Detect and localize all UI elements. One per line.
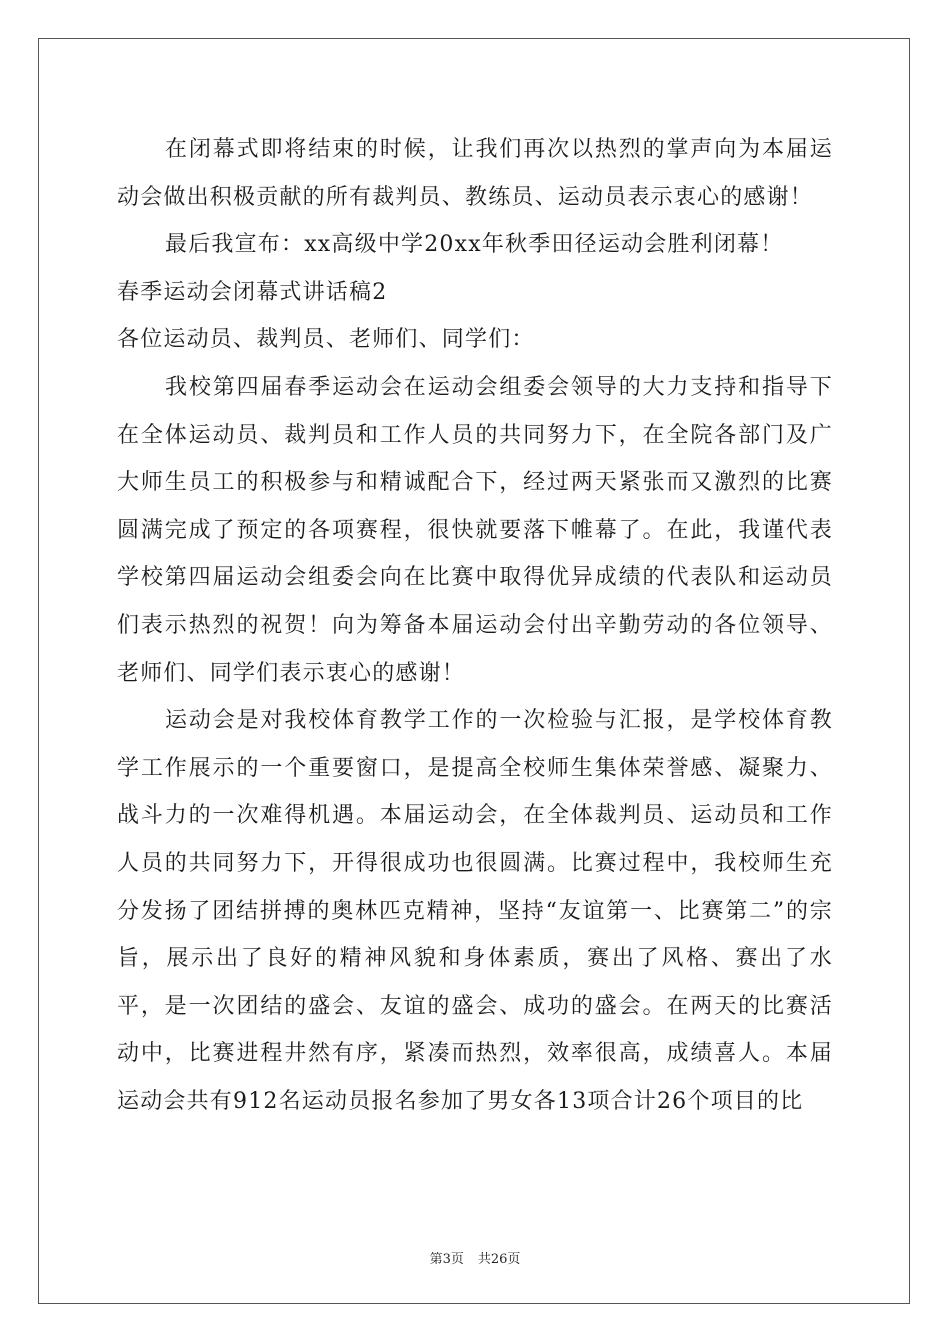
- total-pages: 共26页: [477, 1252, 521, 1267]
- salutation: 各位运动员、裁判员、老师们、同学们：: [117, 327, 535, 353]
- document-body: [117, 126, 833, 1125]
- page-footer: [0, 1248, 950, 1267]
- paragraph-summary: 运动会是对我校体育教学工作的一次检验与汇报，是学校体育教学工作展示的一个重要窗口，是提高全校师生集体荣誉感、凝聚力、战斗力的一次难得机遇。本届运动会，在全体裁判员、运动员和工作人员的共同努力下，开得很成功也很圆满。比赛过程中，我校师生充分发扬了团结拼搏的奥林匹克精神，坚持“友谊第一、比赛第二”的宗旨，展示出了良好的精神风貌和身体素质，赛出了风格、赛出了水平，是一次团结的盛会、友谊的盛会、成功的盛会。在两天的比赛活动中，比赛进程井然有序，紧凑而热烈，效率很高，成绩喜人。本届运动会共有912名运动员报名参加了男女各13项合计26个项目的比: [117, 708, 833, 1114]
- paragraph-congratulations: 我校第四届春季运动会在运动会组委会领导的大力支持和指导下在全体运动员、裁判员和工作人员的共同努力下，在全院各部门及广大师生员工的积极参与和精诚配合下，经过两天紧张而又激烈的比赛圆满完成了预定的各项赛程，很快就要落下帷幕了。在此，我谨代表学校第四届运动会组委会向在比赛中取得优异成绩的代表队和运动员们表示热烈的祝贺！向为筹备本届运动会付出辛勤劳动的各位领导、老师们、同学们表示衷心的感谢！: [117, 374, 833, 686]
- page-number: 第3页: [429, 1252, 464, 1267]
- paragraph-closing-thanks: 在闭幕式即将结束的时候，让我们再次以热烈的掌声向为本届运动会做出积极贡献的所有裁判员、教练员、运动员表示衷心的感谢！: [117, 137, 833, 210]
- section-heading: 春季运动会闭幕式讲话稿2: [117, 279, 388, 305]
- paragraph-closing-declaration: 最后我宣布：xx高级中学20xx年秋季田径运动会胜利闭幕！: [165, 232, 784, 258]
